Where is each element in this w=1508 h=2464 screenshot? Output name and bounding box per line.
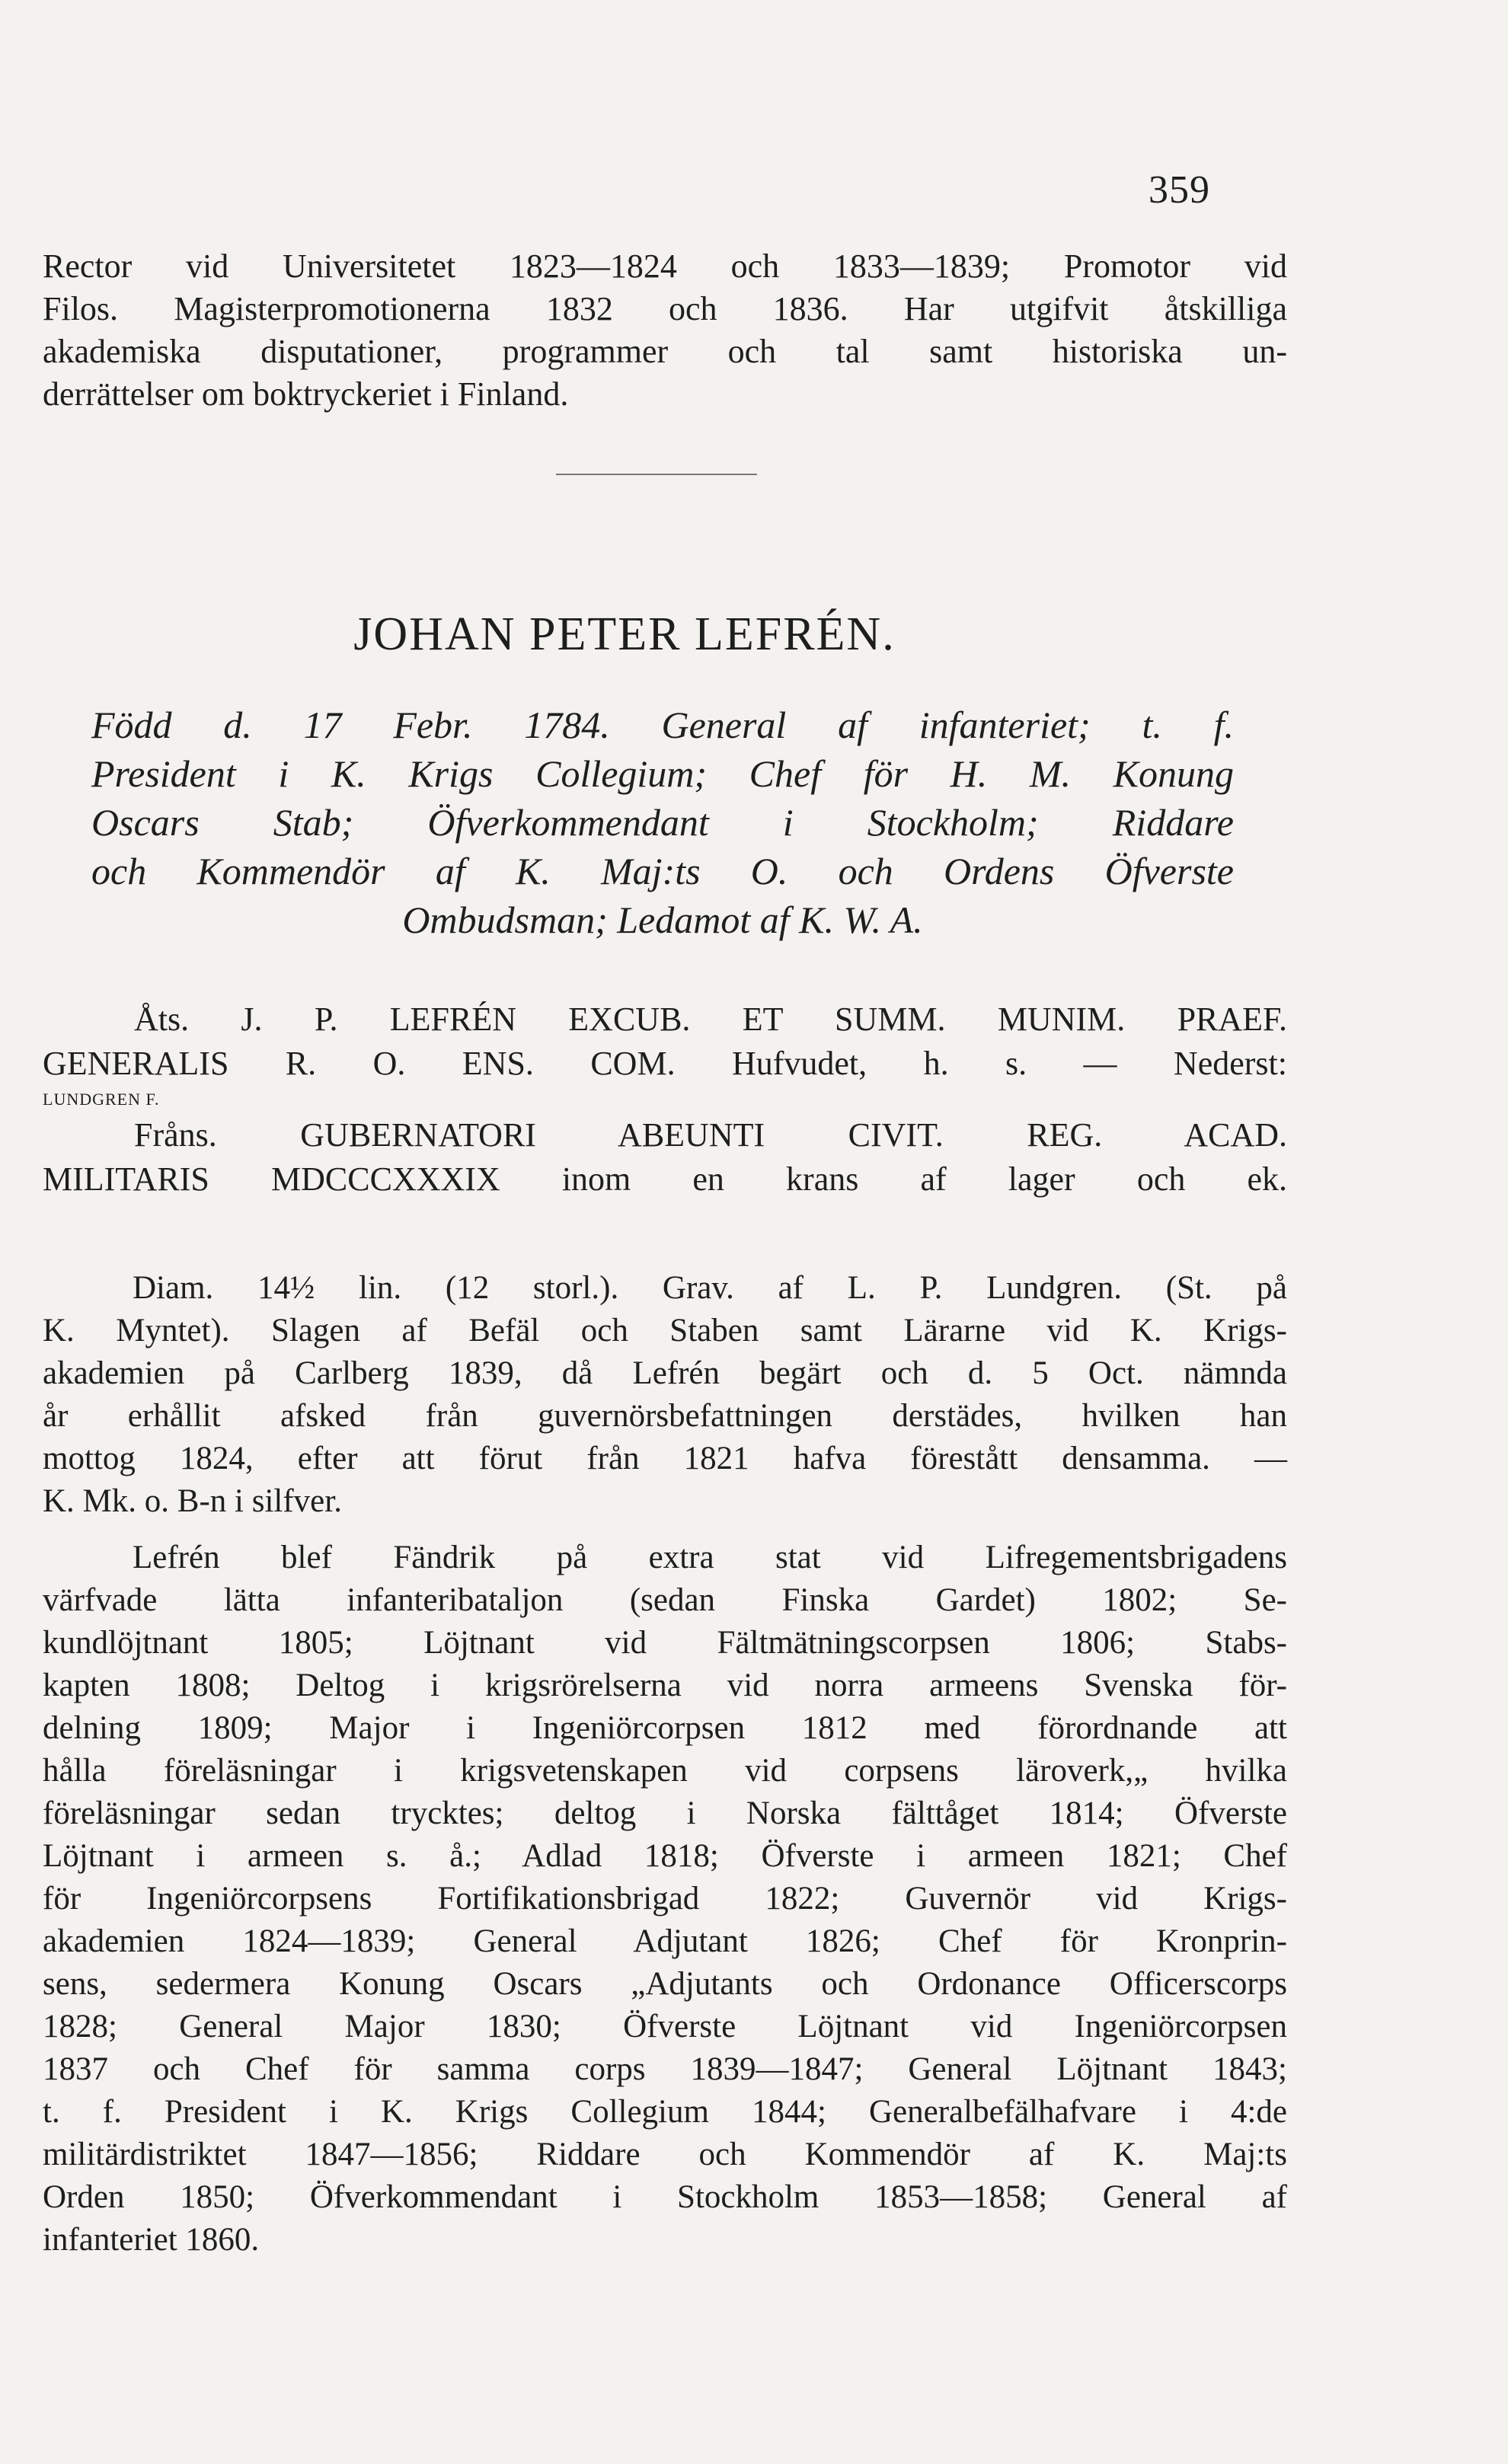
page-number: 359 [1149, 168, 1210, 212]
body-line: föreläsningar sedan trycktes; deltog i Norska fälttåget 1814; Öfverste [43, 1795, 1287, 1831]
body-line: värfvade lätta infanteribataljon (sedan Finska Gardet) 1802; Se- [43, 1582, 1287, 1618]
biographical-heading [91, 701, 1234, 944]
subtitle-line: Oscars Stab; Öfverkommendant i Stockholm; Riddare [91, 801, 1234, 844]
subtitle-line: Född d. 17 Febr. 1784. General af infanteriet; t. f. [91, 704, 1234, 746]
body-line: kapten 1808; Deltog i krigsrörelserna vid norra armeens Svenska för- [43, 1668, 1287, 1703]
engraver-signature: LUNDGREN F. [43, 1090, 160, 1109]
subtitle-line: President i K. Krigs Collegium; Chef för H. M. Konung [91, 752, 1234, 795]
subtitle-line: Ombudsman; Ledamot af K. W. A. [402, 898, 923, 941]
reverse-line: MILITARIS MDCCCXXXIX inom en krans af lager och ek. [43, 1160, 1287, 1198]
intro-line: derrättelser om boktryckeriet i Finland. [43, 375, 569, 413]
description-line: Diam. 14½ lin. (12 storl.). Grav. af L. P. Lundgren. (St. på [133, 1270, 1287, 1306]
body-line: Löjtnant i armeen s. å.; Adlad 1818; Öfverste i armeen 1821; Chef [43, 1838, 1287, 1874]
obverse-line: GENERALIS R. O. ENS. COM. Hufvudet, h. s. — Nederst: [43, 1045, 1287, 1082]
intro-line: akademiska disputationer, programmer och tal samt historiska un- [43, 333, 1287, 370]
body-line: hålla föreläsningar i krigsvetenskapen vid corpsens läroverk,„ hvilka [43, 1753, 1287, 1789]
description-line: K. Myntet). Slagen af Befäl och Staben samt Lärarne vid K. Krigs- [43, 1313, 1287, 1348]
intro-line: Rector vid Universitetet 1823—1824 och 1833—1839; Promotor vid [43, 247, 1287, 285]
body-line: för Ingeniörcorpsens Fortifikationsbrigad 1822; Guvernör vid Krigs- [43, 1881, 1287, 1917]
body-line: 1828; General Major 1830; Öfverste Löjtnant vid Ingeniörcorpsen [43, 2009, 1287, 2044]
intro-paragraph [43, 245, 1287, 416]
intro-line: Filos. Magisterpromotionerna 1832 och 1836. Har utgifvit åtskilliga [43, 290, 1287, 327]
body-line: militärdistriktet 1847—1856; Riddare och Kommendör af K. Maj:ts [43, 2137, 1287, 2172]
body-line: delning 1809; Major i Ingeniörcorpsen 1812 med förordnande att [43, 1710, 1287, 1746]
body-line: akademien 1824—1839; General Adjutant 1826; Chef för Kronprin- [43, 1923, 1287, 1959]
description-line: K. Mk. o. B-n i silfver. [43, 1483, 342, 1519]
section-divider [556, 474, 757, 475]
body-line: Orden 1850; Öfverkommendant i Stockholm 1853—1858; General af [43, 2179, 1287, 2215]
body-line: sens, sedermera Konung Oscars „Adjutants och Ordonance Officerscorps [43, 1966, 1287, 2002]
subtitle-line: och Kommendör af K. Maj:ts O. och Ordens Öfverste [91, 850, 1234, 892]
description-line: akademien på Carlberg 1839, då Lefrén begärt och d. 5 Oct. nämnda [43, 1355, 1287, 1391]
description-line: år erhållit afsked från guvernörsbefattningen derstädes, hvilken han [43, 1398, 1287, 1434]
obverse-line: Åts. J. P. LEFRÉN EXCUB. ET SUMM. MUNIM. PRAEF. [134, 1001, 1287, 1038]
body-line: Lefrén blef Fändrik på extra stat vid Lifregementsbrigadens [133, 1540, 1287, 1575]
body-line: infanteriet 1860. [43, 2222, 260, 2258]
description-line: mottog 1824, efter att förut från 1821 hafva förestått densamma. — [43, 1441, 1287, 1476]
section-title: JOHAN PETER LEFRÉN. [353, 608, 896, 660]
reverse-line: Fråns. GUBERNATORI ABEUNTI CIVIT. REG. ACAD. [134, 1116, 1287, 1154]
medal-description [43, 1267, 1287, 1523]
body-line: kundlöjtnant 1805; Löjtnant vid Fältmätningscorpsen 1806; Stabs- [43, 1625, 1287, 1661]
body-line: 1837 och Chef för samma corps 1839—1847; General Löjtnant 1843; [43, 2051, 1287, 2087]
medal-obverse [43, 997, 1287, 1202]
body-line: t. f. President i K. Krigs Collegium 1844; Generalbefälhafvare i 4:de [43, 2094, 1287, 2130]
biography-paragraph [43, 1537, 1287, 2261]
